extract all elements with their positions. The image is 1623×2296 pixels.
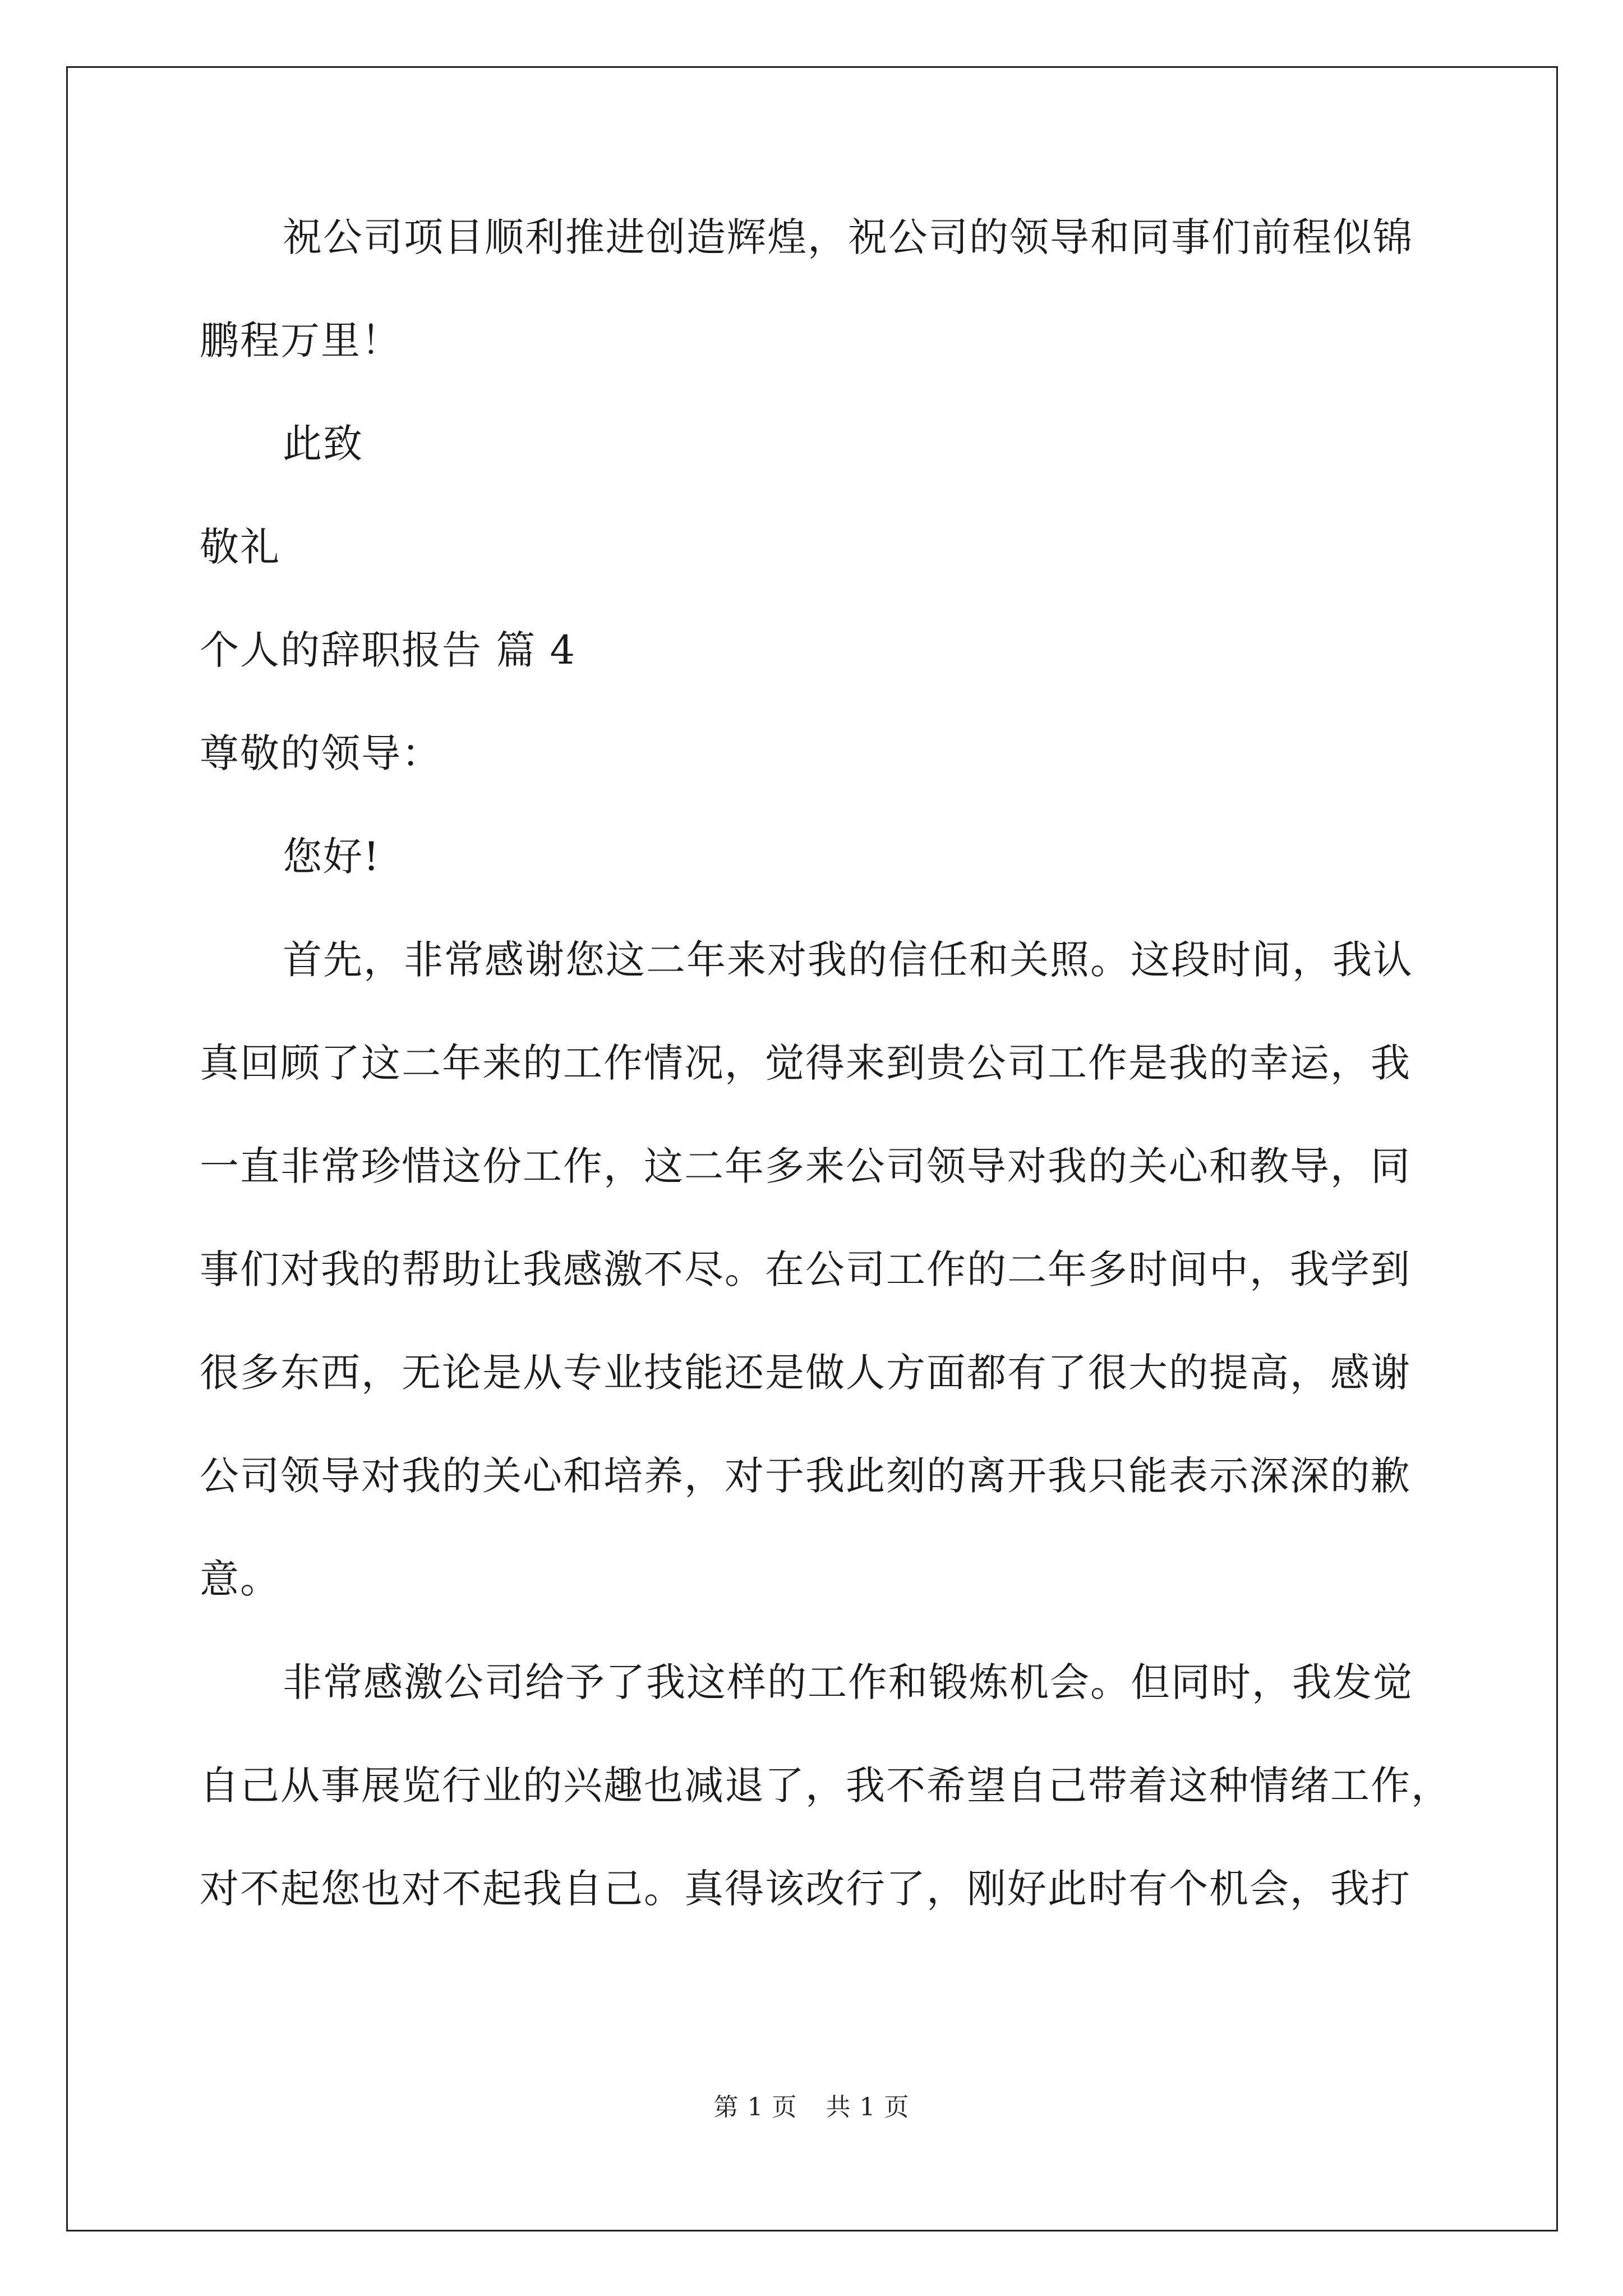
document-body [200, 214, 1451, 1972]
paragraph-line: 公司领导对我的关心和培养，对于我此刻的离开我只能表示深深的歉 [200, 1453, 1411, 1499]
closing-salutation: 敬礼 [200, 524, 280, 570]
page-footer [0, 2095, 1623, 2120]
greeting: 您好! [283, 834, 381, 880]
paragraph-line: 鹏程万里！ [200, 318, 402, 364]
paragraph-line: 祝公司项目顺利推进创造辉煌，祝公司的领导和同事们前程似锦 [283, 214, 1413, 260]
closing-phrase: 此致 [283, 421, 363, 467]
paragraph-line: 事们对我的帮助让我感激不尽。在公司工作的二年多时间中，我学到 [200, 1246, 1411, 1292]
paragraph-line: 非常感激公司给予了我这样的工作和锻炼机会。但同时，我发觉 [283, 1659, 1413, 1705]
section-heading: 个人的辞职报告 篇 4 [200, 627, 577, 673]
paragraph-line: 对不起您也对不起我自己。真得该改行了，刚好此时有个机会，我打 [200, 1866, 1411, 1912]
paragraph-line: 真回顾了这二年来的工作情况，觉得来到贵公司工作是我的幸运，我 [200, 1040, 1411, 1086]
page-number: 第 1 页 [713, 2093, 797, 2122]
paragraph-line: 一直非常珍惜这份工作，这二年多来公司领导对我的关心和教导，同 [200, 1143, 1411, 1189]
letter-salutation: 尊敬的领导： [200, 730, 442, 776]
paragraph-line: 首先，非常感谢您这二年来对我的信任和关照。这段时间，我认 [283, 937, 1413, 983]
page-total: 共 1 页 [826, 2093, 910, 2122]
paragraph-line: 自己从事展览行业的兴趣也减退了，我不希望自己带着这种情绪工作， [200, 1763, 1451, 1809]
paragraph-line: 很多东西，无论是从专业技能还是做人方面都有了很大的提高，感谢 [200, 1350, 1411, 1396]
paragraph-line: 意。 [200, 1556, 280, 1602]
